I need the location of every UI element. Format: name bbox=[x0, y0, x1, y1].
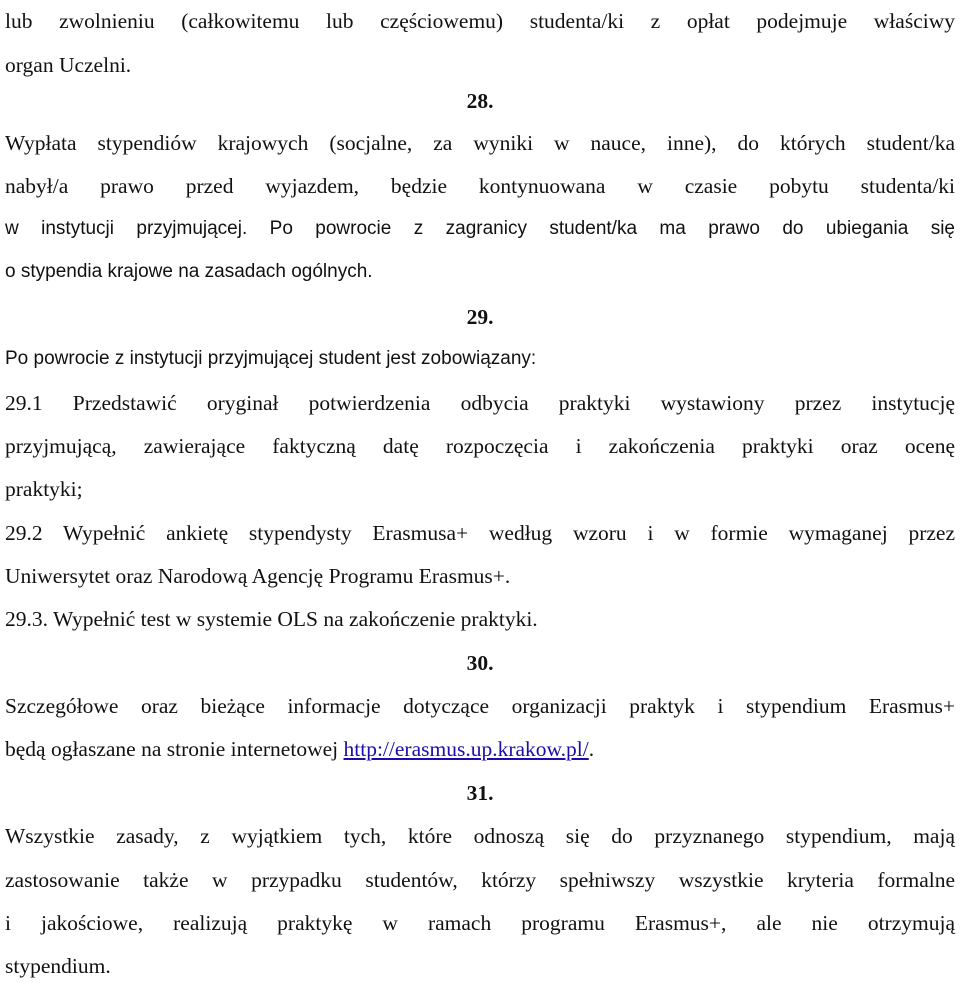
paragraph-line bbox=[5, 734, 955, 764]
section-heading-28: 28. bbox=[466, 89, 494, 113]
paragraph-line: przyjmującą, zawierające faktyczną datę rozpoczęcia i zakończenia praktyki oraz ocenę bbox=[5, 434, 955, 458]
paragraph-line: i jakościowe, realizują praktykę w ramach programu Erasmus+, ale nie otrzymują bbox=[5, 911, 955, 935]
paragraph-text: będą ogłaszane na stronie internetowej bbox=[5, 737, 344, 761]
paragraph-line: 29.3. Wypełnić test w systemie OLS na zakończenie praktyki. bbox=[5, 607, 538, 631]
paragraph-line: Uniwersytet oraz Narodową Agencję Programu Erasmus+. bbox=[5, 564, 511, 588]
paragraph-line: lub zwolnieniu (całkowitemu lub częściowemu) studenta/ki z opłat podejmuje właściwy bbox=[5, 9, 955, 33]
paragraph-line: Wypłata stypendiów krajowych (socjalne, za wyniki w nauce, inne), do których student/ka bbox=[5, 131, 955, 155]
section-heading-31: 31. bbox=[466, 781, 494, 805]
paragraph-line: Po powrocie z instytucji przyjmującej student jest zobowiązany: bbox=[5, 348, 537, 369]
paragraph-line: stypendium. bbox=[5, 954, 111, 978]
erasmus-website-link[interactable]: http://erasmus.up.krakow.pl/ bbox=[343, 737, 589, 761]
paragraph-line: Szczegółowe oraz bieżące informacje dotyczące organizacji praktyk i stypendium Erasmus+ bbox=[5, 694, 955, 718]
paragraph-line: w instytucji przyjmującej. Po powrocie z zagranicy student/ka ma prawo do ubiegania się bbox=[5, 218, 955, 239]
paragraph-line: o stypendia krajowe na zasadach ogólnych. bbox=[5, 261, 373, 282]
paragraph-line: 29.2 Wypełnić ankietę stypendysty Erasmusa+ według wzoru i w formie wymaganej przez bbox=[5, 521, 955, 545]
paragraph-line: praktyki; bbox=[5, 477, 83, 501]
paragraph-line: nabył/a prawo przed wyjazdem, będzie kontynuowana w czasie pobytu studenta/ki bbox=[5, 174, 955, 198]
paragraph-line: organ Uczelni. bbox=[5, 53, 132, 77]
paragraph-text: . bbox=[588, 737, 595, 761]
section-heading-30: 30. bbox=[466, 651, 494, 675]
paragraph-line: zastosowanie także w przypadku studentów, którzy spełniwszy wszystkie kryteria formalne bbox=[5, 868, 955, 892]
paragraph-line: Wszystkie zasady, z wyjątkiem tych, które odnoszą się do przyznanego stypendium, mają bbox=[5, 824, 955, 848]
paragraph-line: 29.1 Przedstawić oryginał potwierdzenia odbycia praktyki wystawiony przez instytucję bbox=[5, 391, 955, 415]
section-heading-29: 29. bbox=[466, 305, 494, 329]
